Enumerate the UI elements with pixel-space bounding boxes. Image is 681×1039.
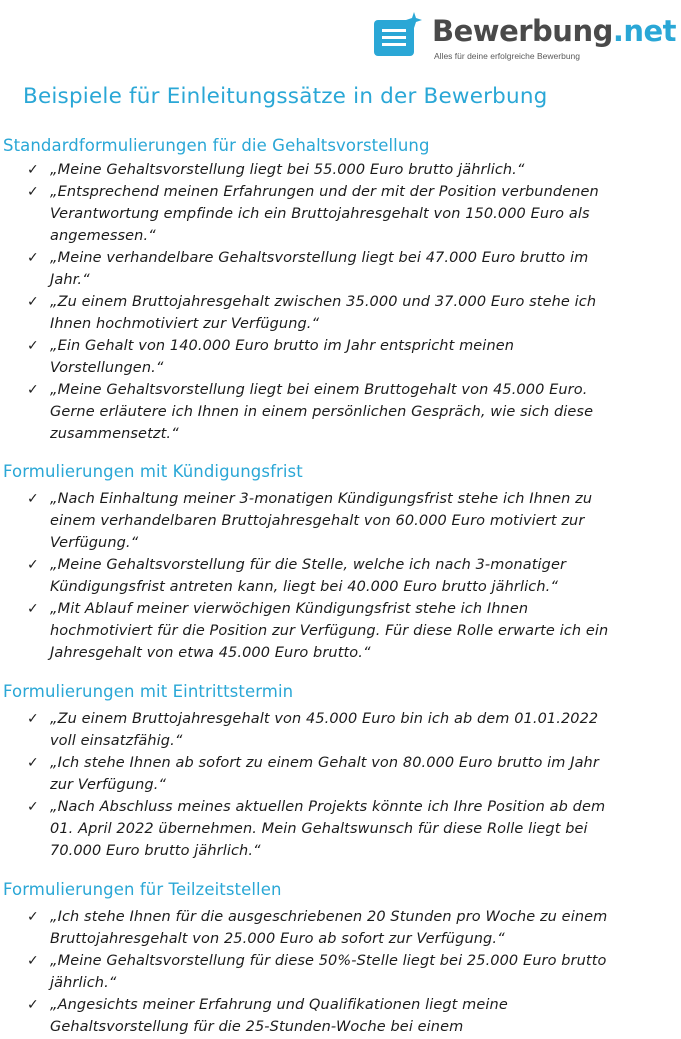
list-item <box>0 994 681 1038</box>
sentence-text: „Meine Gehaltsvorstellung für die Stelle, welche ich nach 3-monatiger Kündigungsfrist antreten kann, liegt bei 40.000 Euro brutto jährlich.“ <box>50 557 567 595</box>
checkmark-icon: ✓ <box>27 909 39 925</box>
sentence-text: „Entsprechend meinen Erfahrungen und der mit der Position verbundenen Verantwortung empfinde ich ein Bruttojahresgehalt von 150.000 Euro als angemessen.“ <box>50 184 599 244</box>
sentence-text: „Ich stehe Ihnen für die ausgeschriebenen 20 Stunden pro Woche zu einem Bruttojahresgehalt von 25.000 Euro ab sofort zur Verfügung.“ <box>50 909 608 947</box>
sentence-text: „Ich stehe Ihnen ab sofort zu einem Gehalt von 80.000 Euro brutto im Jahr zur Verfügung.“ <box>50 755 599 793</box>
checkmark-icon: ✓ <box>27 711 39 727</box>
sentence-text: „Ein Gehalt von 140.000 Euro brutto im Jahr entspricht meinen Vorstellungen.“ <box>50 338 515 376</box>
document-sparkle-icon <box>374 12 422 56</box>
checkmark-icon: ✓ <box>27 338 39 354</box>
list-item <box>0 752 681 796</box>
list-item <box>0 950 681 994</box>
sentence-text: „Nach Einhaltung meiner 3-monatigen Kündigungsfrist stehe ich Ihnen zu einem verhandelbaren Bruttojahresgehalt von 60.000 Euro motiviert zur Verfügung.“ <box>50 491 593 551</box>
checkmark-icon: ✓ <box>27 997 39 1013</box>
sentence-text: „Mit Ablauf meiner vierwöchigen Kündigungsfrist stehe ich Ihnen hochmotiviert für die Position zur Verfügung. Für diese Rolle erwarte ich ein Jahresgehalt von etwa 45.000 Euro brutto.“ <box>50 601 609 661</box>
list-item <box>0 379 681 445</box>
list-item <box>0 906 681 950</box>
list-item <box>0 554 681 598</box>
sentence-list <box>0 488 681 664</box>
section-standard <box>0 133 681 445</box>
sentence-list <box>0 906 681 1038</box>
checkmark-icon: ✓ <box>27 601 39 617</box>
checkmark-icon: ✓ <box>27 557 39 573</box>
checkmark-icon: ✓ <box>27 162 39 178</box>
list-item <box>0 708 681 752</box>
checkmark-icon: ✓ <box>27 491 39 507</box>
list-item <box>0 291 681 335</box>
sentence-text: „Zu einem Bruttojahresgehalt von 45.000 Euro bin ich ab dem 01.01.2022 voll einsatzfähig.“ <box>50 711 599 749</box>
list-item <box>0 181 681 247</box>
list-item <box>0 488 681 554</box>
checkmark-icon: ✓ <box>27 799 39 815</box>
checkmark-icon: ✓ <box>27 382 39 398</box>
checkmark-icon: ✓ <box>27 184 39 200</box>
checkmark-icon: ✓ <box>27 294 39 310</box>
section-heading: Formulierungen mit Kündigungsfrist <box>3 462 303 481</box>
sentence-text: „Meine Gehaltsvorstellung liegt bei 55.000 Euro brutto jährlich.“ <box>50 162 525 178</box>
logo-tld: .net <box>612 14 677 48</box>
list-item <box>0 335 681 379</box>
logo-wordmark <box>432 14 676 48</box>
checkmark-icon: ✓ <box>27 755 39 771</box>
list-item <box>0 796 681 862</box>
section-eintrittstermin <box>0 680 681 862</box>
sentence-text: „Meine Gehaltsvorstellung liegt bei einem Bruttogehalt von 45.000 Euro. Gerne erläutere ich Ihnen in einem persönlichen Gespräch, wie sich diese zusammensetzt.“ <box>50 382 594 442</box>
section-heading: Standardformulierungen für die Gehaltsvorstellung <box>3 136 430 155</box>
sentence-text: „Nach Abschluss meines aktuellen Projekts könnte ich Ihre Position ab dem 01. April 2022 übernehmen. Mein Gehaltswunsch für diese Rolle liegt bei 70.000 Euro brutto jährlich.“ <box>50 799 606 859</box>
list-item <box>0 598 681 664</box>
section-teilzeit <box>0 878 681 1038</box>
sentence-text: „Meine Gehaltsvorstellung für diese 50%-Stelle liegt bei 25.000 Euro brutto jährlich.“ <box>50 953 607 991</box>
sentence-text: „Meine verhandelbare Gehaltsvorstellung liegt bei 47.000 Euro brutto im Jahr.“ <box>50 250 589 288</box>
sentence-list <box>0 708 681 862</box>
list-item <box>0 247 681 291</box>
section-heading: Formulierungen mit Eintrittstermin <box>3 682 294 701</box>
section-heading: Formulierungen für Teilzeitstellen <box>3 880 282 899</box>
logo-tagline: Alles für deine erfolgreiche Bewerbung <box>434 51 581 61</box>
sentence-list <box>0 159 681 445</box>
logo-brand: Bewerbung <box>432 14 613 48</box>
checkmark-icon: ✓ <box>27 953 39 969</box>
sentence-text: „Angesichts meiner Erfahrung und Qualifikationen liegt meine Gehaltsvorstellung für die 25-Stunden-Woche bei einem <box>50 997 508 1035</box>
checkmark-icon: ✓ <box>27 250 39 266</box>
page-title: Beispiele für Einleitungssätze in der Bewerbung <box>23 84 548 109</box>
section-kuendigungsfrist <box>0 460 681 664</box>
sentence-text: „Zu einem Bruttojahresgehalt zwischen 35.000 und 37.000 Euro stehe ich Ihnen hochmotiviert zur Verfügung.“ <box>50 294 597 332</box>
brand-logo[interactable] <box>374 4 679 66</box>
list-item <box>0 159 681 181</box>
